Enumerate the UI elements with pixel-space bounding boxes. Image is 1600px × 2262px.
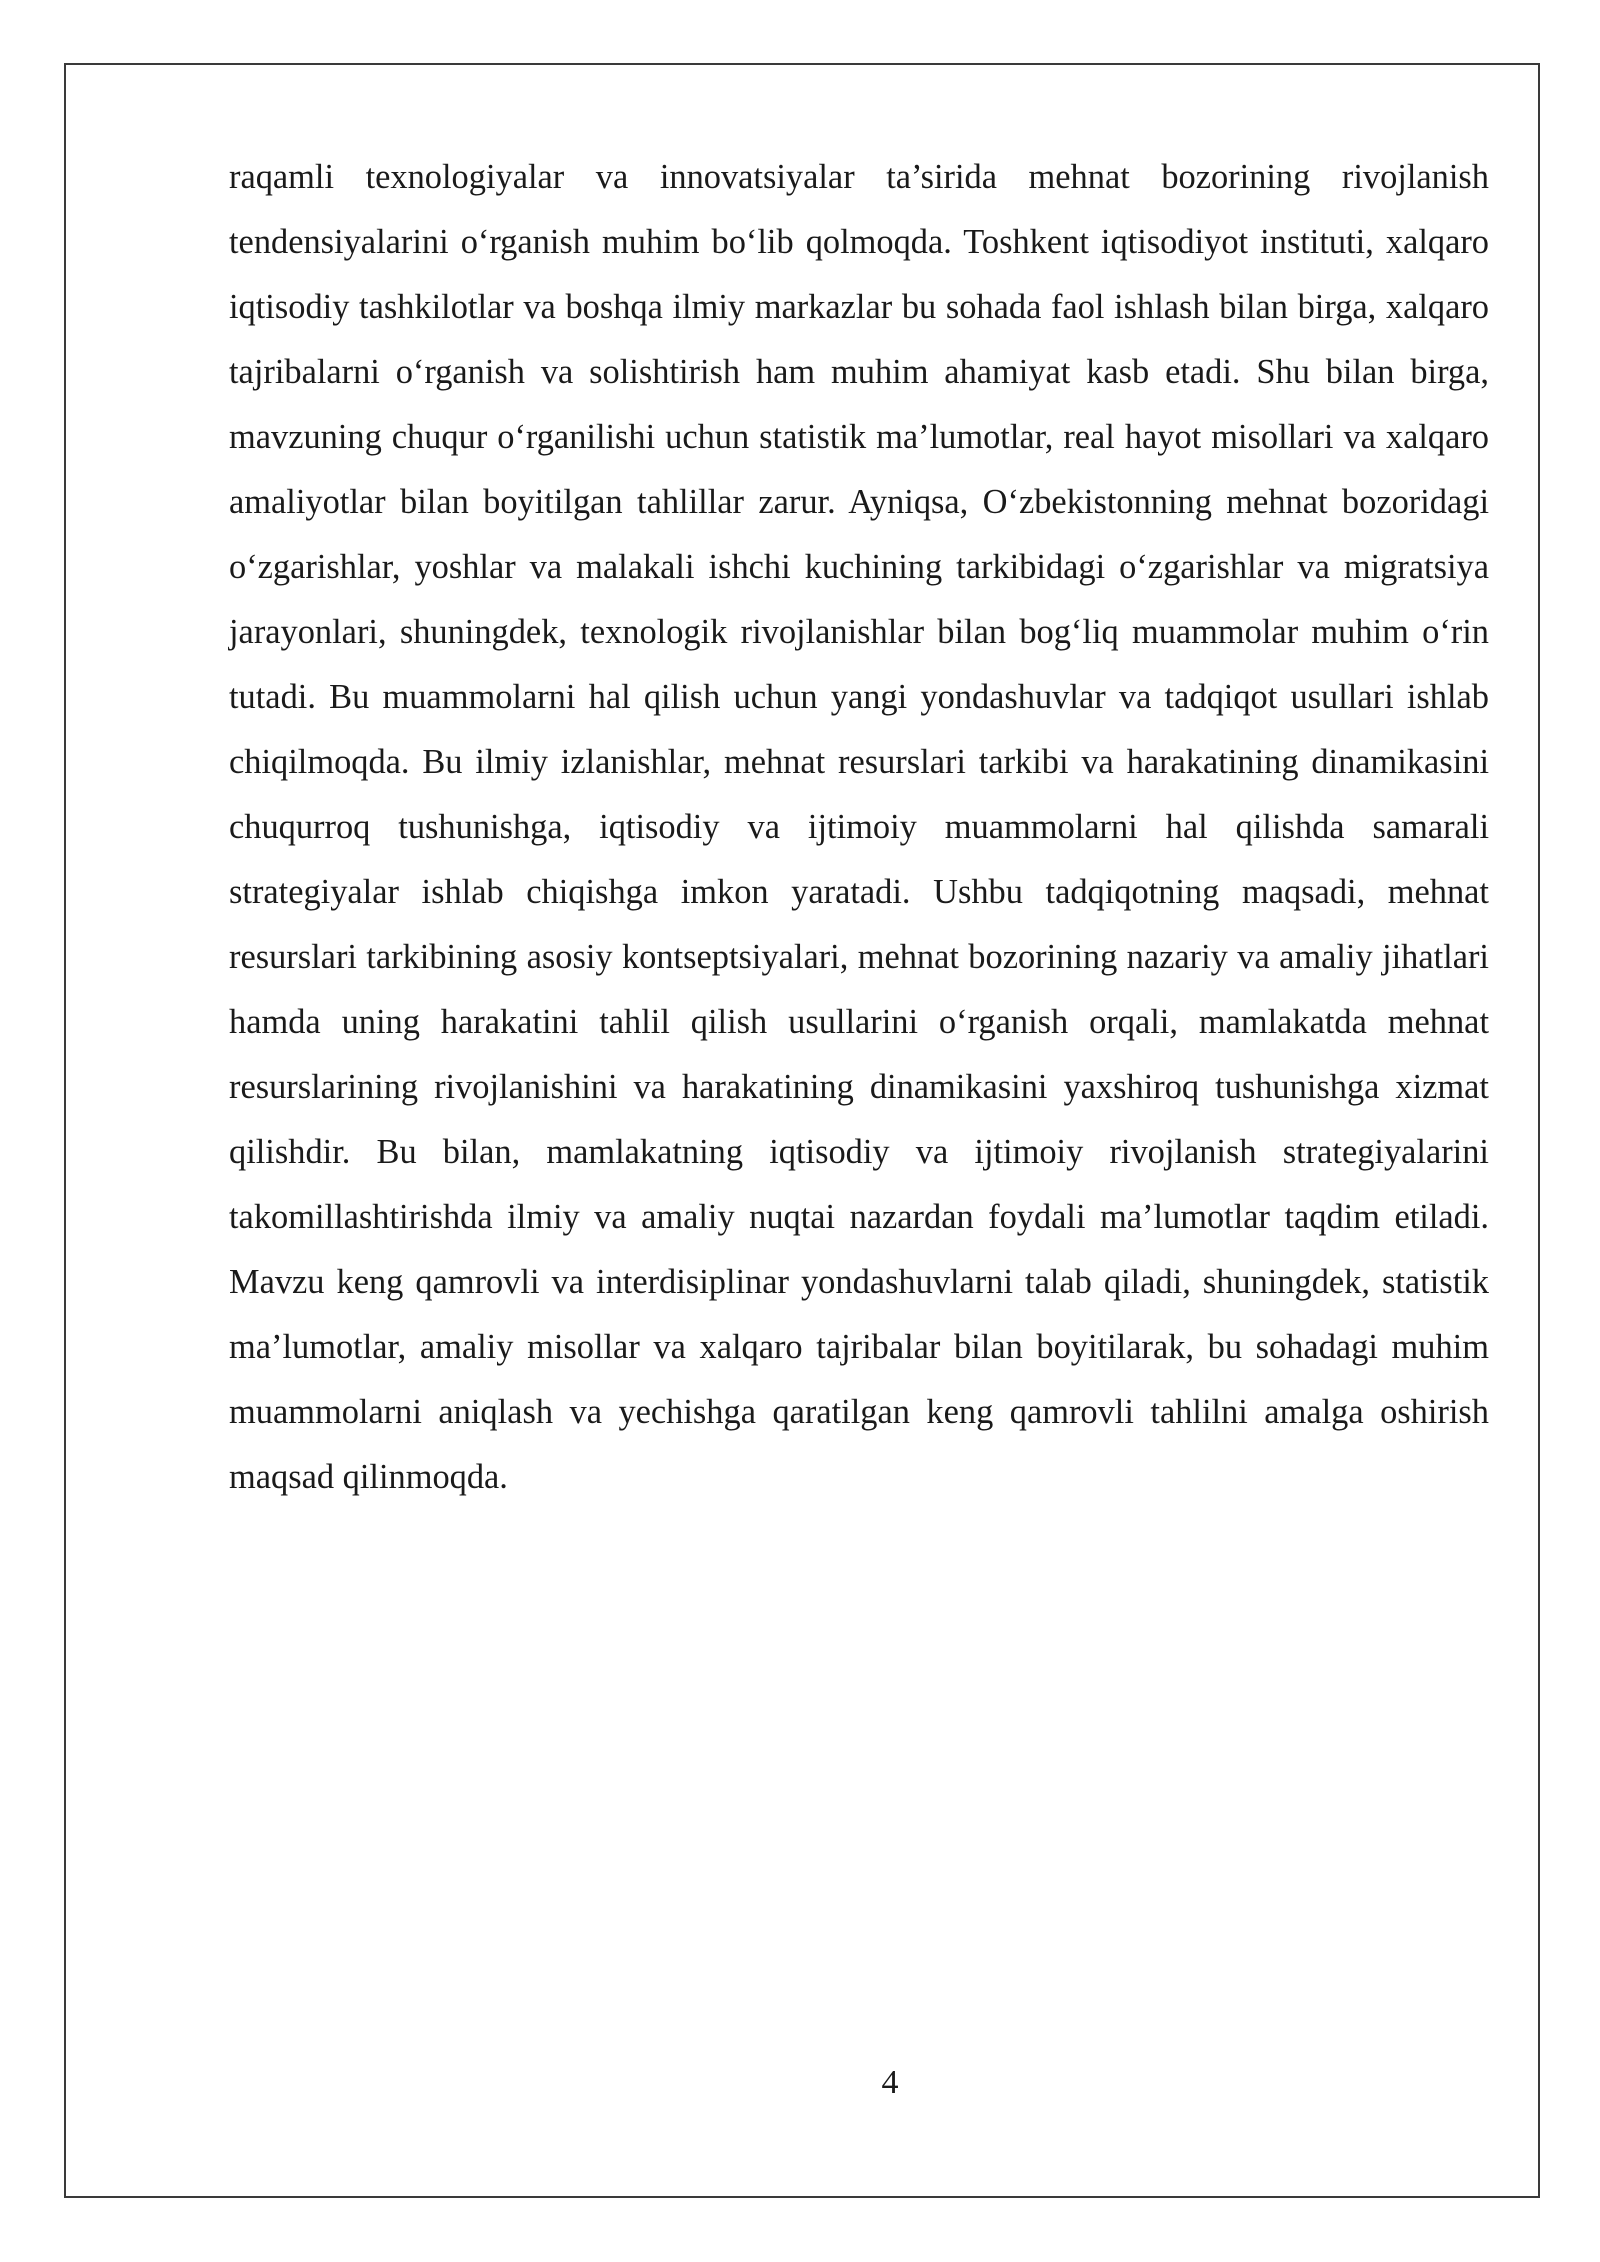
body-paragraph: raqamli texnologiyalar va innovatsiyalar ta’sirida mehnat bozorining rivojlanish tendensiyalarini o‘rganish muhim bo‘lib qolmoqda. Toshkent iqtisodiyot instituti, xalqaro iqtisodiy tashkilotlar va boshqa ilmiy markazlar bu sohada faol ishlash bilan birga, xalqaro tajribalarni o‘rganish va solishtirish ham muhim ahamiyat kasb etadi. Shu bilan birga, mavzuning chuqur o‘rganilishi uchun statistik ma’lumotlar, real hayot misollari va xalqaro amaliyotlar bilan boyitilgan tahlillar zarur. Ayniqsa, O‘zbekistonning mehnat bozoridagi o‘zgarishlar, yoshlar va malakali ishchi kuchining tarkibidagi o‘zgarishlar va migratsiya jarayonlari, shuningdek, texnologik rivojlanishlar bilan bog‘liq muammolar muhim o‘rin tutadi. Bu muammolarni hal qilish uchun yangi yondashuvlar va tadqiqot usullari ishlab chiqilmoqda. Bu ilmiy izlanishlar, mehnat resurslari tarkibi va harakatining dinamikasini chuqurroq tushunishga, iqtisodiy va ijtimoiy muammolarni hal qilishda samarali strategiyalar ishlab chiqishga imkon yaratadi. Ushbu tadqiqotning maqsadi, mehnat resurslari tarkibining asosiy kontseptsiyalari, mehnat bozorining nazariy va amaliy jihatlari hamda uning harakatini tahlil qilish usullarini o‘rganish orqali, mamlakatda mehnat resurslarining rivojlanishini va harakatining dinamikasini yaxshiroq tushunishga xizmat qilishdir. Bu bilan, mamlakatning iqtisodiy va ijtimoiy rivojlanish strategiyalarini takomillashtirishda ilmiy va amaliy nuqtai nazardan foydali ma’lumotlar taqdim etiladi. Mavzu keng qamrovli va interdisiplinar yondashuvlarni talab qiladi, shuningdek, statistik ma’lumotlar, amaliy misollar va xalqaro tajribalar bilan boyitilarak, bu sohadagi muhim muammolarni aniqlash va yechishga qaratilgan keng qamrovli tahlilni amalga oshirish maqsad qilinmoqda.	[229, 158, 1489, 1496]
page-number: 4	[881, 2064, 899, 2101]
